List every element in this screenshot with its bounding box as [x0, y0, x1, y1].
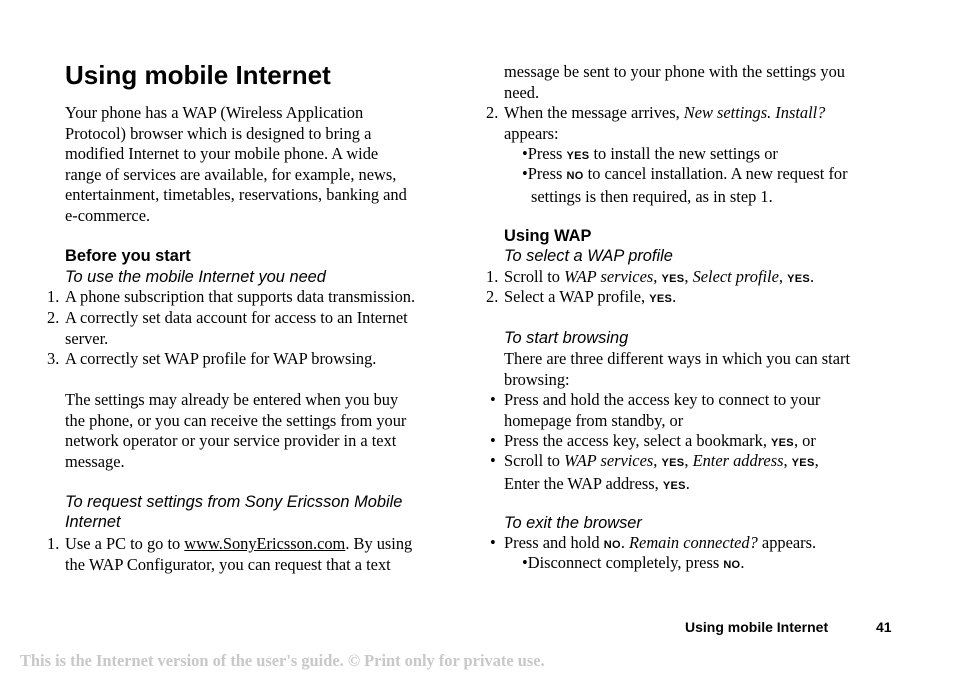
phone-message: Remain connected?: [629, 533, 758, 552]
profile-step-1-number: 1.: [486, 267, 499, 286]
profile-step-2-number: 2.: [486, 287, 499, 306]
intro-paragraph: [65, 103, 407, 226]
text: Press the access key, select a bookmark,: [504, 431, 772, 450]
text: ,: [684, 267, 693, 286]
cancel-bullet: [522, 164, 848, 207]
request-item-text: [65, 534, 412, 575]
intro-line: Your phone has a WAP (Wireless Application: [65, 103, 364, 122]
request-line: the WAP Configurator, you can request that a text: [65, 554, 391, 574]
using-wap-heading: Using WAP: [504, 227, 592, 245]
text: .: [685, 473, 690, 493]
settings-paragraph: [65, 390, 406, 472]
item-line: server.: [65, 328, 109, 348]
yes-key: YES: [787, 273, 811, 285]
item-number: 2.: [47, 308, 60, 327]
before-item-1: [47, 287, 59, 308]
text: ,: [684, 451, 693, 470]
yes-key: YES: [791, 457, 815, 469]
exit-browser-subheading: To exit the browser: [504, 514, 642, 532]
yes-key: YES: [661, 457, 685, 469]
sonyericsson-link[interactable]: www.SonyEricsson.com: [184, 534, 346, 553]
text: Use a PC to go to: [65, 534, 185, 553]
before-item-1-text: A phone subscription that supports data transmission.: [65, 287, 416, 306]
intro-line: range of services are available, for example, news,: [65, 164, 397, 184]
step-2-text: [504, 103, 825, 144]
text: .: [620, 533, 630, 552]
step-2-number: 2.: [486, 103, 499, 122]
text-line: settings is then required, as in step 1.: [531, 186, 773, 206]
no-key: NO: [723, 559, 741, 571]
para-line: The settings may already be entered when you buy: [65, 390, 399, 409]
no-key: NO: [603, 539, 621, 551]
bullet-3-text: [504, 451, 819, 496]
text-line: browsing:: [504, 369, 570, 389]
text: •Press: [522, 164, 567, 183]
text: .: [672, 287, 677, 306]
request-line: [65, 534, 412, 555]
text: •Disconnect completely, press: [522, 553, 724, 572]
intro-line: Protocol) browser which is designed to bring a: [65, 123, 372, 143]
bullet-2-marker: •: [490, 431, 496, 450]
request-heading: [65, 492, 402, 532]
footer-section-title: Using mobile Internet: [685, 619, 829, 635]
disconnect-bullet: [522, 553, 745, 576]
before-item-2-text: [65, 308, 408, 349]
watermark-notice: This is the Internet version of the user's guide. © Print only for private use.: [20, 651, 545, 670]
yes-key: YES: [662, 479, 686, 492]
item-line: A correctly set data account for access to an Internet: [65, 308, 408, 327]
browse-intro: [504, 349, 850, 390]
intro-line: entertainment, timetables, reservations, banking and: [65, 185, 407, 204]
profile-step-2-text: [504, 287, 676, 310]
text: .: [740, 553, 745, 572]
start-browsing-subheading: To start browsing: [504, 329, 629, 347]
text: ,: [783, 451, 792, 470]
bullet-3-marker: •: [490, 451, 496, 470]
yes-key: YES: [771, 437, 794, 449]
bullet-1-text: [504, 390, 820, 431]
menu-wap-services: WAP services: [564, 267, 654, 286]
text-line: appears:: [504, 123, 559, 143]
para-line: the phone, or you can receive the settings from your: [65, 410, 407, 430]
text: Enter the WAP address,: [504, 473, 663, 493]
heading-line: Internet: [65, 513, 121, 531]
text-line: need.: [504, 82, 540, 102]
yes-key: YES: [649, 293, 673, 305]
text: Select a WAP profile,: [504, 287, 650, 306]
menu-select-profile: Select profile: [692, 267, 779, 286]
text-line: There are three different ways in which you can start: [504, 349, 851, 368]
request-item-number: 1.: [47, 534, 60, 553]
text: appears.: [757, 533, 817, 552]
intro-line: e-commerce.: [65, 205, 151, 225]
before-item-2: [47, 308, 59, 329]
text: to cancel installation. A new request for: [583, 164, 848, 183]
menu-enter-address: Enter address: [692, 451, 784, 470]
text: When the message arrives,: [504, 103, 684, 122]
text: •Press: [522, 144, 567, 163]
before-item-3: [47, 349, 59, 370]
yes-key: YES: [661, 273, 685, 285]
text: .: [810, 267, 815, 286]
page-number: 41: [876, 619, 892, 635]
heading-line: To request settings from Sony Ericsson Mobile: [65, 493, 403, 511]
text-line: homepage from standby, or: [504, 410, 684, 430]
select-profile-subheading: To select a WAP profile: [504, 247, 673, 265]
continued-text: [504, 62, 845, 103]
item-number: 1.: [47, 287, 60, 306]
text-line: Press and hold the access key to connect to your: [504, 390, 821, 409]
text: . By using: [345, 534, 413, 553]
bullet-1-marker: •: [490, 390, 496, 409]
text: ,: [814, 451, 819, 470]
text: Scroll to: [504, 451, 565, 470]
para-line: message.: [65, 451, 125, 471]
text: , or: [793, 431, 816, 450]
exit-bullet-marker: •: [490, 533, 496, 552]
intro-line: modified Internet to your mobile phone. A wide: [65, 144, 379, 163]
before-subheading: To use the mobile Internet you need: [65, 268, 326, 286]
para-line: network operator or your service provider in a text: [65, 431, 397, 450]
yes-key: YES: [566, 150, 590, 162]
text: Press and hold: [504, 533, 604, 552]
menu-wap-services: WAP services: [564, 451, 654, 470]
text: Scroll to: [504, 267, 565, 286]
text: ,: [653, 267, 662, 286]
before-item-3-text: A correctly set WAP profile for WAP browsing.: [65, 349, 377, 368]
text: ,: [653, 451, 662, 470]
text: ,: [778, 267, 788, 286]
text: to install the new settings or: [589, 144, 778, 163]
before-heading: Before you start: [65, 247, 191, 265]
no-key: NO: [566, 170, 584, 182]
text-line: message be sent to your phone with the settings you: [504, 62, 845, 81]
item-number: 3.: [47, 349, 60, 368]
page-title: Using mobile Internet: [65, 60, 331, 90]
phone-message: New settings. Install?: [683, 103, 826, 122]
